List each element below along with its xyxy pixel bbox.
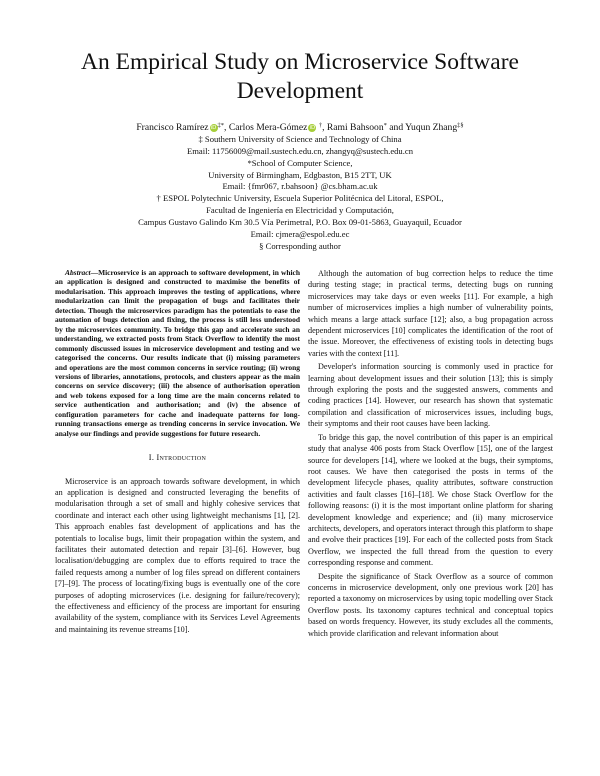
author-affiliation-mark: * <box>383 122 387 129</box>
author-name: and Yuqun Zhang <box>386 122 458 133</box>
author-line <box>40 122 560 134</box>
author-affiliation-mark: ‡* <box>217 122 225 129</box>
orcid-icon[interactable]: iD <box>210 125 217 131</box>
affiliation-line: *School of Computer Science, <box>247 157 353 168</box>
author-name: , Rami Bahsoon <box>322 122 384 133</box>
abstract <box>55 268 300 438</box>
section-heading: I. Introduction <box>148 453 207 463</box>
affiliation-email: Email: 11756009@mail.sustech.edu.cn, zhangyq@sustech.edu.cn <box>186 145 413 156</box>
author-affiliation-mark: † <box>318 122 323 129</box>
affiliation-line: Campus Gustavo Galindo Km 30.5 Vía Perimetral, P.O. Box 09-01-5863, Guayaquil, Ecuador <box>138 216 462 227</box>
affiliation-line: † ESPOL Polytechnic University, Escuela Superior Politécnica del Litoral, ESPOL, <box>156 193 444 204</box>
corresponding-author-note: § Corresponding author <box>259 240 341 251</box>
abstract-label: Abstract <box>65 268 91 277</box>
author-name: , Carlos Mera-Gómez <box>224 122 308 133</box>
affiliation-line: ‡ Southern University of Science and Technology of China <box>198 134 402 144</box>
affiliation-line: Facultad de Ingeniería en Electricidad y Computación, <box>206 205 394 216</box>
abstract-text: —Microservice is an approach to software development, in which an application is designed and constructed to maximise the benefits of modularisation. This approach improves the testing of applications, where modularization can limit the propagation of bugs and facilitates their detection. Though the microservices paradigm has the potentials to ease the automation of bugs detection and fixing, the process is still less understood by the microservices community. To bridge this gap and accelerate such an understanding, we extracted posts from Stack Overflow to identify the most commonly discussed issues in microservice development and testing and we categorised the concerns. Our results indicate that (i) missing parameters and operations are the most common concerns in service routing; (ii) wrong versions of libraries, annotations, protocols, and clusters appear as the main concerns on service discovery; (iii) the absence of authorisation operation and web tokens exposed for a long time are the main concerns related to service authentication and authorisation; and (iv) the absence of configuration parameters for cache and inadequate patterns for long-running transactions emerge as trending concerns in service invocation. We analyse our findings and provide suggestions for future research. <box>55 268 300 438</box>
orcid-icon[interactable]: iD <box>309 125 316 131</box>
body-paragraph: Although the automation of bug correction helps to reduce the time during testing stage; in practical terms, detecting bugs on running microservices may take days or even weeks [11]. For example, a high number of microservices implies a high number of vulnerability points, which means a large attack surface [12]; also, a bug propagation across dependent microservices [10] complicates the identification of the root of the issue. Moreover, the effectiveness of existing tools in detecting bugs varies with the context [11]. <box>308 269 553 358</box>
affiliation-email: Email: {fmr067, r.bahsoon} @cs.bham.ac.uk <box>222 181 378 192</box>
author-name: Francisco Ramírez <box>136 122 209 133</box>
paper-title: An Empirical Study on Microservice Software Development <box>81 49 519 104</box>
left-column <box>55 268 300 635</box>
affiliation-line: University of Birmingham, Edgbaston, B15 2TT, UK <box>208 169 392 180</box>
affiliations <box>40 134 560 252</box>
body-paragraph: Despite the significance of Stack Overflow as a source of common concerns in microservice development, only one previous work [20] has reported a taxonomy on microservices by using topic modelling over Stack Overflow posts. Its taxonomy captures technical and conceptual topics based on words frequency. However, its study excludes all the comments, which provide clarification and relevant information about <box>308 571 553 638</box>
affiliation-email: Email: cjmera@espol.edu.ec <box>250 228 350 239</box>
body-paragraph: Microservice is an approach towards software development, in which an application is designed and constructed leveraging the benefits of modularisation through a set of small and highly cohesive services that coordinate and interact each other using lightweight mechanisms [1], [2]. This approach enables fast development of applications and has the potentials to localise bugs, limit their propagation within the system, and facilitates their automated detection and repair [3]–[6]. However, bug localisation/debugging are complex due to efforts required to trace the failed requests among a number of log files spread on different containers [7]–[9]. The process of locating/fixing bugs is eventually one of the core purposes of adopting microservices (i.e. designing for failure/recovery); the effectiveness and efficiency of the process are important for ensuring availability of the system, compliance with its Services Level Agreements and maintaining its revenue streams [10]. <box>55 476 300 634</box>
right-column <box>308 268 553 639</box>
body-paragraph: Developer's information sourcing is commonly used in practice for learning about development issues and their solution [13]; this is simply through exploring the posts and the suggested answers, comments and coding practices [14]. However, our research has shown that systematic compilation and classification of microservices issues, including bugs, their symptoms and their root causes have been lacking. <box>308 362 553 429</box>
author-affiliation-mark: ‡§ <box>457 122 464 129</box>
body-paragraph: To bridge this gap, the novel contribution of this paper is an empirical study that analyse 406 posts from Stack Overflow [15], one of the largest source for developers [14], where we looked at the bugs, their symptoms, root causes. We have then categorised the posts in terms of the development lifecycle phases, quality attributes, software construction activities and fault classes [16]–[18]. We chose Stack Overflow for the following reasons: (i) it is the most important online platform for sharing development knowledge and experience; and (ii) many microservice architects, developers, and operators interact through this platform to shape and evolve their practices [19]. For each of the collected posts from Stack Overflow, we inspected the full thread from the question to every corresponding response and comment. <box>308 432 553 568</box>
